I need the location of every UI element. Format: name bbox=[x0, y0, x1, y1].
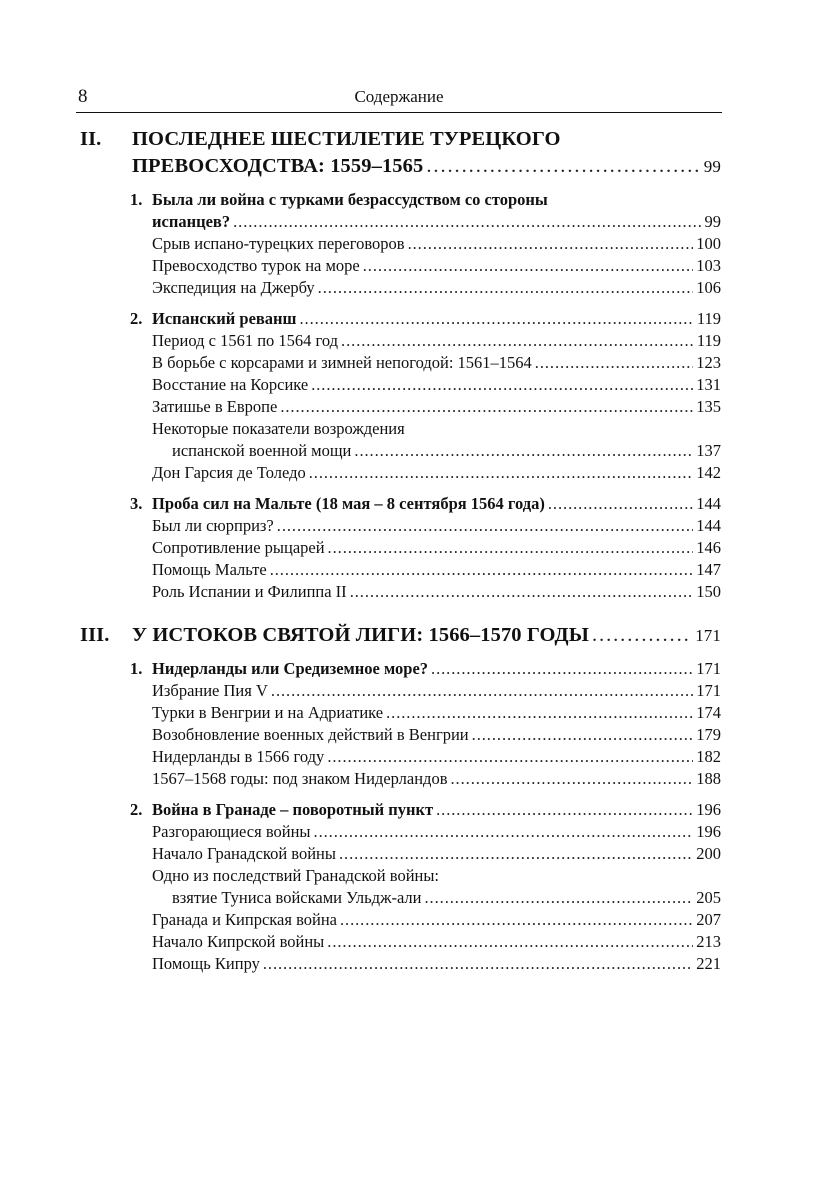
entry-title: Восстание на Корсике bbox=[152, 375, 309, 394]
chapter-number: 2. bbox=[130, 800, 143, 819]
page-ref: 221 bbox=[696, 954, 721, 973]
chapter-title: Нидерланды или Средиземное море? bbox=[152, 659, 429, 678]
entry-title-line: Одно из последствий Гранадской войны: bbox=[152, 866, 440, 885]
toc-line bbox=[152, 887, 721, 909]
toc-entry bbox=[80, 330, 721, 352]
dot-leader bbox=[535, 352, 693, 374]
chapter-section bbox=[80, 493, 721, 612]
dot-leader bbox=[300, 308, 694, 330]
dot-leader bbox=[327, 931, 693, 953]
toc-line bbox=[152, 462, 721, 484]
toc-entry bbox=[80, 515, 721, 537]
entry-title: Экспедиция на Джербу bbox=[152, 278, 315, 297]
toc-entry bbox=[80, 352, 721, 374]
chapter-heading bbox=[80, 658, 721, 680]
chapter-heading bbox=[80, 189, 721, 233]
dot-leader bbox=[431, 658, 693, 680]
toc-line bbox=[152, 277, 721, 299]
dot-leader bbox=[340, 909, 693, 931]
page-ref: 171 bbox=[696, 681, 721, 700]
toc-line bbox=[152, 537, 721, 559]
toc-entry bbox=[80, 724, 721, 746]
table-of-contents bbox=[80, 126, 721, 994]
page-ref: 200 bbox=[696, 844, 721, 863]
part-number: II. bbox=[80, 128, 102, 150]
toc-entry bbox=[80, 374, 721, 396]
entry-title: В борьбе с корсарами и зимней непогодой: 1561–1564 bbox=[152, 353, 532, 372]
entry-title-line: Некоторые показатели возрождения bbox=[152, 419, 405, 438]
dot-leader bbox=[426, 153, 700, 180]
toc-entry bbox=[80, 255, 721, 277]
toc-line bbox=[152, 352, 721, 374]
running-title: Содержание bbox=[354, 87, 444, 106]
toc-entry bbox=[80, 233, 721, 255]
toc-line bbox=[152, 374, 721, 396]
entry-title: Гранада и Кипрская война bbox=[152, 910, 337, 929]
chapter-title: Испанский реванш bbox=[152, 309, 297, 328]
dot-leader bbox=[280, 396, 693, 418]
chapter-title-line: Была ли война с турками безрассудством со стороны bbox=[152, 190, 548, 209]
entry-title: испанской военной мощи bbox=[172, 441, 352, 460]
page-ref: 205 bbox=[696, 888, 721, 907]
toc-line bbox=[152, 581, 721, 603]
page-ref: 99 bbox=[703, 157, 721, 176]
chapter-section bbox=[80, 658, 721, 799]
toc-entry bbox=[80, 680, 721, 702]
toc-line bbox=[152, 308, 721, 330]
dot-leader bbox=[327, 746, 693, 768]
page-ref: 142 bbox=[696, 463, 721, 482]
toc-line bbox=[132, 153, 721, 180]
dot-leader bbox=[309, 462, 694, 484]
chapter-heading bbox=[80, 308, 721, 330]
entry-title: Турки в Венгрии и на Адриатике bbox=[152, 703, 384, 722]
entry-title: Сопротивление рыцарей bbox=[152, 538, 325, 557]
part-section bbox=[80, 622, 721, 984]
toc-line bbox=[132, 622, 721, 649]
entry-title: Превосходство турок на море bbox=[152, 256, 360, 275]
toc-line bbox=[152, 724, 721, 746]
toc-line bbox=[152, 799, 721, 821]
page-ref: 171 bbox=[695, 626, 721, 645]
entry-title: Нидерланды в 1566 году bbox=[152, 747, 325, 766]
running-header bbox=[76, 82, 722, 113]
chapter-title: Война в Гранаде – поворотный пункт bbox=[152, 800, 434, 819]
page-ref: 119 bbox=[696, 331, 721, 350]
page-ref: 99 bbox=[704, 212, 721, 231]
toc-entry bbox=[80, 746, 721, 768]
part-section bbox=[80, 126, 721, 612]
chapter-number: 1. bbox=[130, 190, 143, 209]
entry-title: Помощь Мальте bbox=[152, 560, 267, 579]
dot-leader bbox=[350, 581, 694, 603]
entry-title: Помощь Кипру bbox=[152, 954, 260, 973]
dot-leader bbox=[472, 724, 694, 746]
toc-entry bbox=[80, 462, 721, 484]
page-ref: 135 bbox=[696, 397, 721, 416]
part-title: ПРЕВОСХОДСТВА: 1559–1565 bbox=[132, 155, 424, 177]
entry-title: Избрание Пия V bbox=[152, 681, 268, 700]
dot-leader bbox=[548, 493, 693, 515]
page-ref: 213 bbox=[696, 932, 721, 951]
part-number: III. bbox=[80, 624, 110, 646]
toc-line bbox=[152, 211, 721, 233]
page-ref: 188 bbox=[696, 769, 721, 788]
toc-entry bbox=[80, 277, 721, 299]
toc-entry bbox=[80, 396, 721, 418]
page-ref: 144 bbox=[696, 516, 721, 535]
dot-leader bbox=[408, 233, 694, 255]
dot-leader bbox=[314, 821, 694, 843]
toc-line bbox=[152, 953, 721, 975]
page-ref: 103 bbox=[696, 256, 721, 275]
chapter-section bbox=[80, 308, 721, 493]
entry-title: Дон Гарсия де Толедо bbox=[152, 463, 306, 482]
page-ref: 137 bbox=[696, 441, 721, 460]
page-ref: 147 bbox=[696, 560, 721, 579]
dot-leader bbox=[328, 537, 694, 559]
entry-title: Затишье в Европе bbox=[152, 397, 278, 416]
entry-title: 1567–1568 годы: под знаком Нидерландов bbox=[152, 769, 448, 788]
toc-line bbox=[152, 909, 721, 931]
toc-entry bbox=[80, 559, 721, 581]
page-ref: 196 bbox=[696, 800, 721, 819]
entry-title: Разгорающиеся войны bbox=[152, 822, 311, 841]
entry-title: Возобновление военных действий в Венгрии bbox=[152, 725, 469, 744]
dot-leader bbox=[270, 559, 694, 581]
page-ref: 123 bbox=[696, 353, 721, 372]
dot-leader bbox=[386, 702, 693, 724]
page-ref: 150 bbox=[696, 582, 721, 601]
entry-title: Роль Испании и Филиппа II bbox=[152, 582, 347, 601]
part-title: У ИСТОКОВ СВЯТОЙ ЛИГИ: 1566–1570 ГОДЫ bbox=[132, 624, 589, 646]
toc-line bbox=[152, 843, 721, 865]
toc-entry bbox=[80, 821, 721, 843]
dot-leader bbox=[363, 255, 694, 277]
page-ref: 100 bbox=[696, 234, 721, 253]
chapter-title: испанцев? bbox=[152, 212, 231, 231]
chapter-heading bbox=[80, 799, 721, 821]
page-number: 8 bbox=[78, 86, 88, 107]
toc-entry bbox=[80, 865, 721, 909]
toc-line bbox=[152, 255, 721, 277]
toc-line bbox=[152, 515, 721, 537]
page-ref: 207 bbox=[696, 910, 721, 929]
dot-leader bbox=[354, 440, 693, 462]
toc-line bbox=[152, 680, 721, 702]
entry-title: Период с 1561 по 1564 год bbox=[152, 331, 339, 350]
dot-leader bbox=[233, 211, 701, 233]
page-ref: 171 bbox=[696, 659, 721, 678]
page-ref: 119 bbox=[696, 309, 721, 328]
toc-line bbox=[152, 559, 721, 581]
chapter-number: 2. bbox=[130, 309, 143, 328]
dot-leader bbox=[339, 843, 693, 865]
toc-line bbox=[152, 821, 721, 843]
page-ref: 144 bbox=[696, 494, 721, 513]
toc-entry bbox=[80, 418, 721, 462]
dot-leader bbox=[311, 374, 693, 396]
toc-entry bbox=[80, 768, 721, 790]
toc-line bbox=[152, 493, 721, 515]
dot-leader bbox=[425, 887, 694, 909]
chapter-section bbox=[80, 189, 721, 308]
toc-line bbox=[152, 931, 721, 953]
chapter-number: 1. bbox=[130, 659, 143, 678]
page-ref: 131 bbox=[696, 375, 721, 394]
toc-line bbox=[152, 768, 721, 790]
dot-leader bbox=[277, 515, 693, 537]
page-ref: 182 bbox=[696, 747, 721, 766]
chapter-title: Проба сил на Мальте (18 мая – 8 сентября 1564 года) bbox=[152, 494, 545, 513]
page-ref: 196 bbox=[696, 822, 721, 841]
toc-line bbox=[152, 396, 721, 418]
part-heading bbox=[80, 126, 721, 180]
dot-leader bbox=[341, 330, 694, 352]
toc-entry bbox=[80, 931, 721, 953]
toc-entry bbox=[80, 843, 721, 865]
part-heading bbox=[80, 622, 721, 649]
entry-title: Срыв испано-турецких переговоров bbox=[152, 234, 405, 253]
toc-entry bbox=[80, 537, 721, 559]
entry-title: Был ли сюрприз? bbox=[152, 516, 274, 535]
entry-title: Начало Гранадской войны bbox=[152, 844, 336, 863]
toc-entry bbox=[80, 909, 721, 931]
dot-leader bbox=[436, 799, 693, 821]
chapter-number: 3. bbox=[130, 494, 143, 513]
page-ref: 174 bbox=[696, 703, 721, 722]
entry-title: Начало Кипрской войны bbox=[152, 932, 325, 951]
toc-entry bbox=[80, 702, 721, 724]
toc-line bbox=[152, 330, 721, 352]
chapter-section bbox=[80, 799, 721, 984]
page-ref: 106 bbox=[696, 278, 721, 297]
toc-entry bbox=[80, 953, 721, 975]
page-ref: 146 bbox=[696, 538, 721, 557]
entry-title: взятие Туниса войсками Ульдж-али bbox=[172, 888, 422, 907]
toc-line bbox=[152, 746, 721, 768]
dot-leader bbox=[318, 277, 694, 299]
chapter-heading bbox=[80, 493, 721, 515]
toc-line bbox=[152, 440, 721, 462]
dot-leader bbox=[451, 768, 694, 790]
part-title-line: ПОСЛЕДНЕЕ ШЕСТИЛЕТИЕ ТУРЕЦКОГО bbox=[132, 128, 561, 150]
toc-entry bbox=[80, 581, 721, 603]
page-ref: 179 bbox=[696, 725, 721, 744]
dot-leader bbox=[271, 680, 693, 702]
toc-line bbox=[152, 233, 721, 255]
toc-line bbox=[152, 702, 721, 724]
dot-leader bbox=[263, 953, 693, 975]
toc-line bbox=[152, 658, 721, 680]
dot-leader bbox=[592, 622, 692, 649]
